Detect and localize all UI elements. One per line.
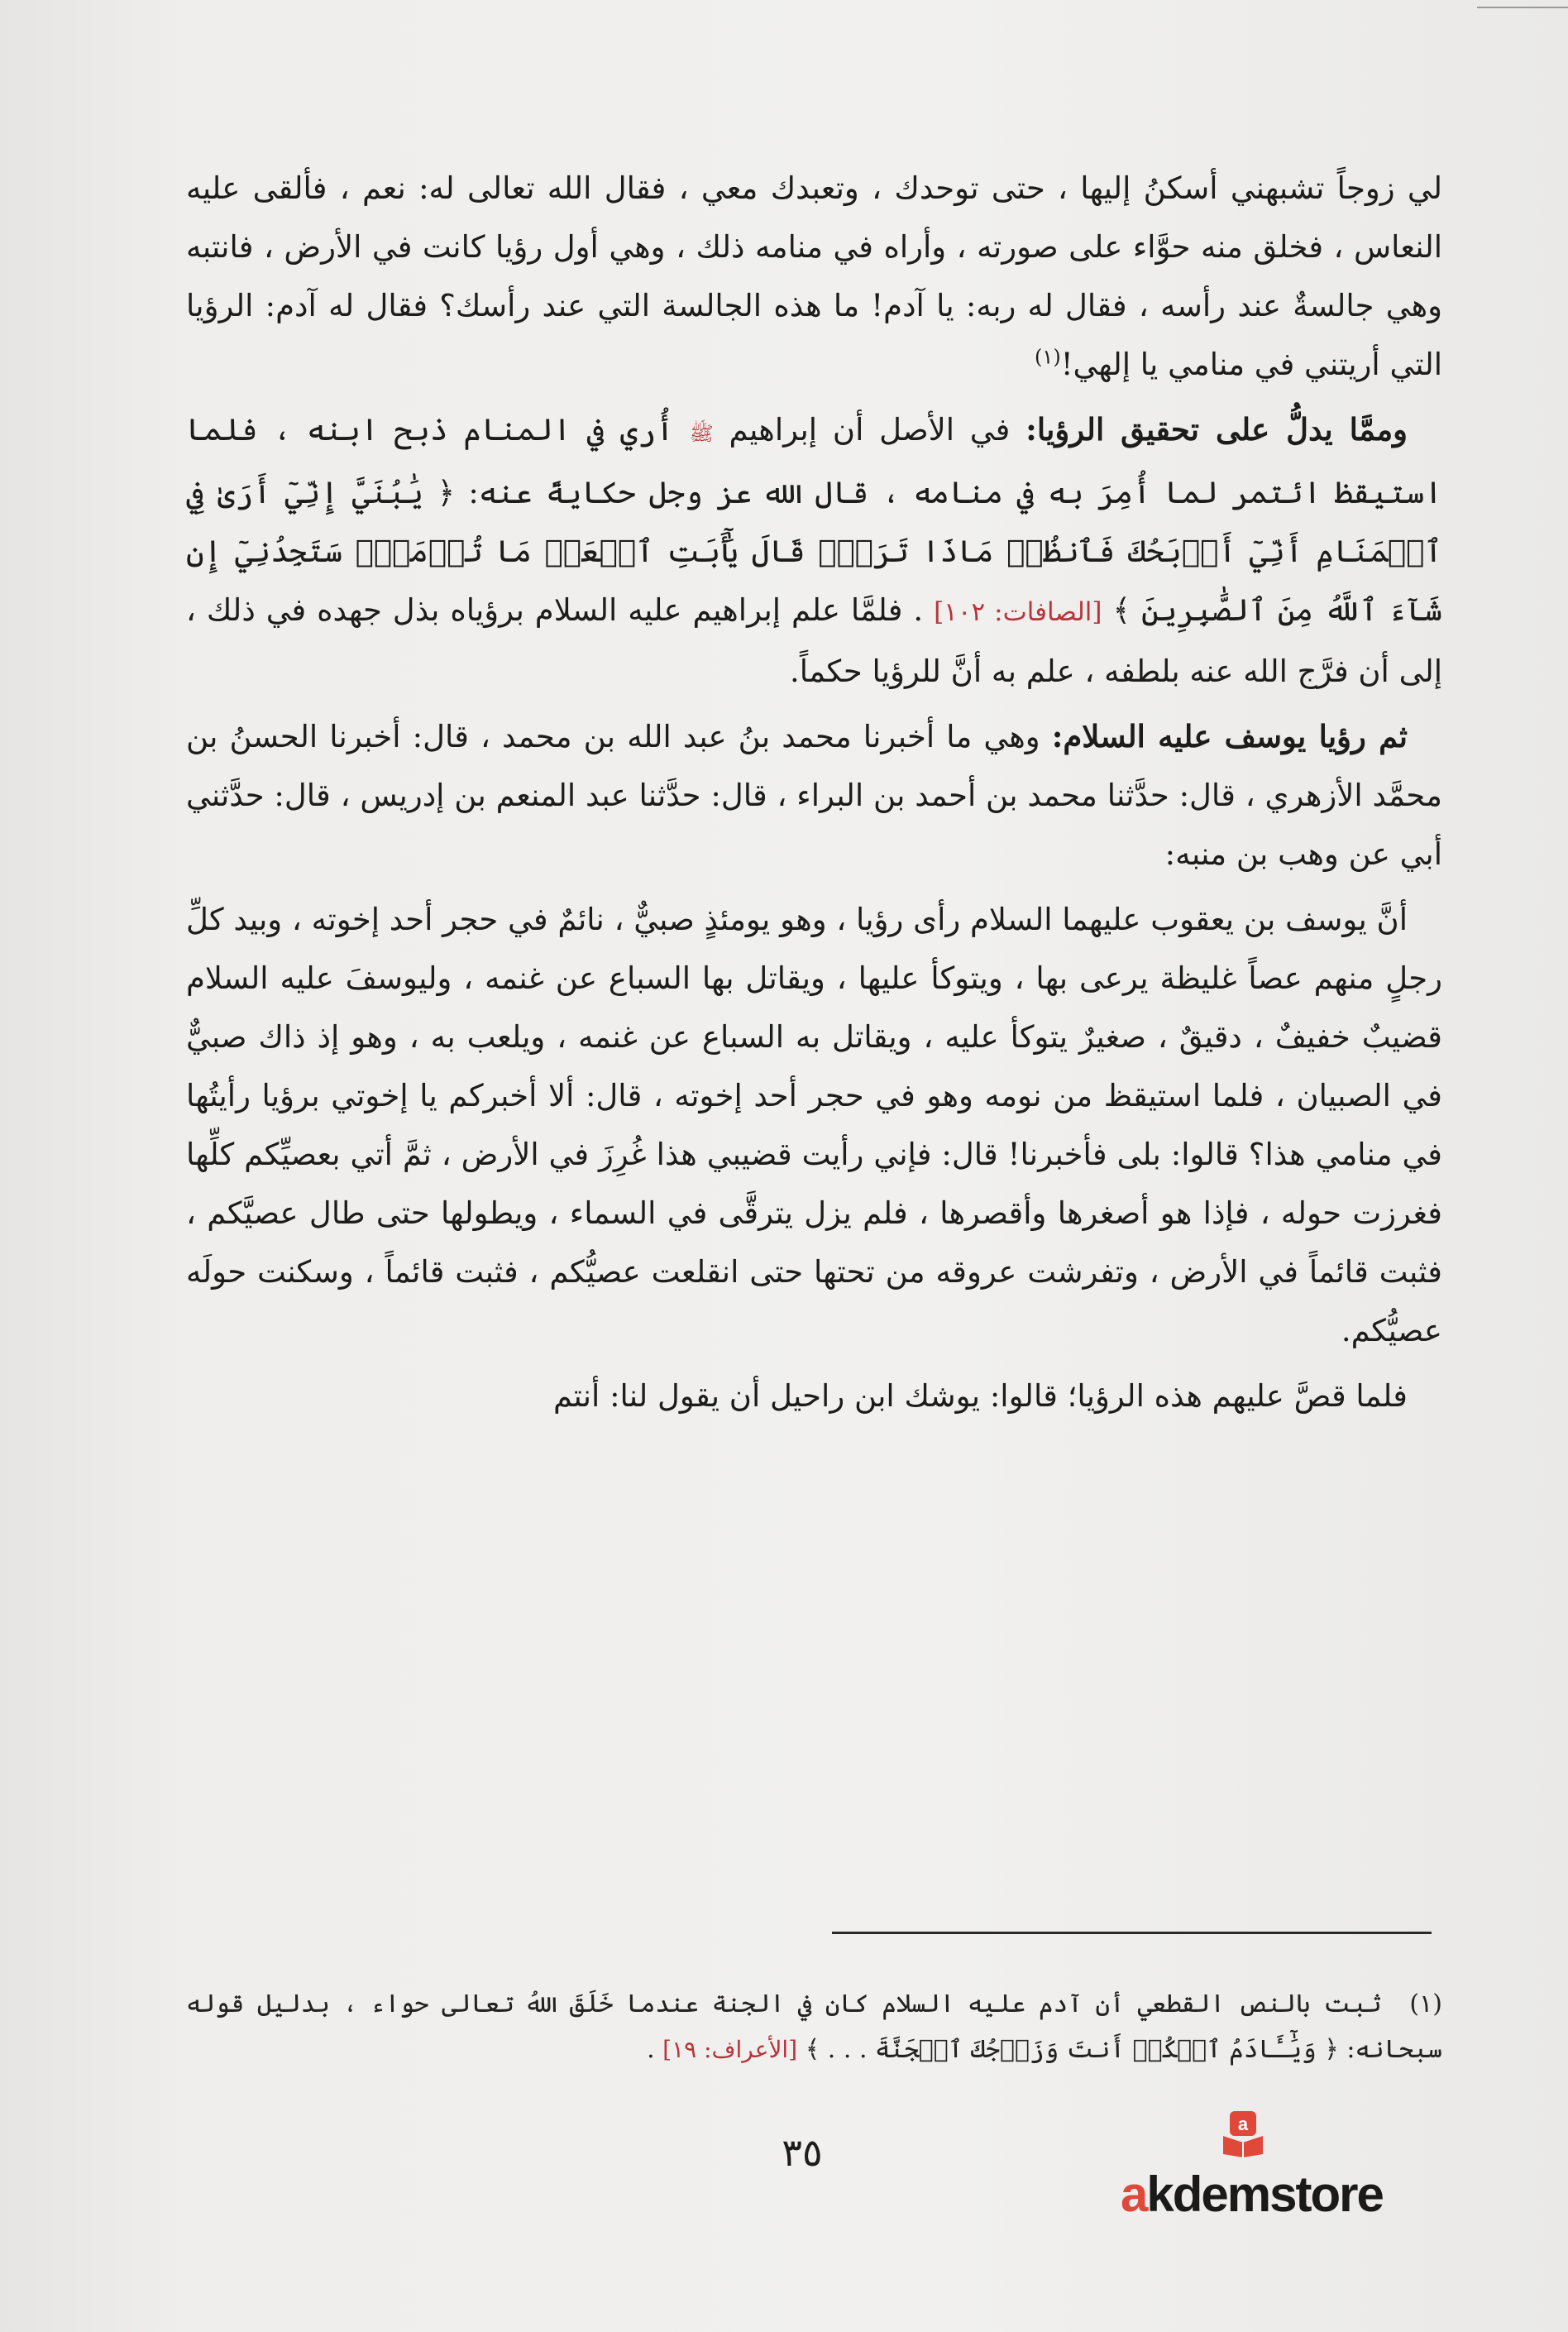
footnote-number: (١) <box>1409 1990 1442 2018</box>
paragraph-text: في الأصل أن إبراهيم <box>729 412 1011 448</box>
main-text <box>186 159 1442 1432</box>
paragraph-text: وهي ما أخبرنا محمد بنُ عبد الله بن محمد ، قال: أخبرنا الحسنُ بن محمَّد الأزهري ، قال: حدَّثنا محمد بن أحمد بن البراء ، قال: حدَّثنا عبد المنعم بن إدريس ، قال: حدَّثني أبي عن وهب بن منبه: <box>186 719 1442 872</box>
footnote-citation: [الأعراف: ١٩] <box>662 2036 798 2063</box>
paragraph-yusuf-intro <box>186 707 1442 883</box>
paragraph-text: فلما قصَّ عليهم هذه الرؤيا؛ قالوا: يوشك ابن راحيل أن يقول لنا: أنتم <box>552 1378 1408 1414</box>
footnote-end: . <box>647 2035 655 2064</box>
page-number: ٣٥ <box>782 2130 823 2175</box>
page-edge-mark <box>1477 0 1568 8</box>
footnote-quran-verse: ﴿ وَيَٰٓـَٔادَمُ ٱسۡكُنۡ أَنتَ وَزَوۡجُكَ ٱلۡجَنَّةَ . . . ﴾ <box>805 2035 1339 2064</box>
book-a-icon <box>1218 2108 1268 2157</box>
paragraph-text: . فلمَّا علم إبراهيم عليه السلام برؤياه بذل جهده في ذلك ، إلى أن فرَّج الله عنه بلطفه ، علم به أنَّ للرؤيا حكماً. <box>186 592 1442 689</box>
store-logo[interactable] <box>1121 2108 1451 2232</box>
paragraph-lead: ثم رؤيا يوسف عليه السلام: <box>1051 718 1408 754</box>
honorific-symbol: ﷺ <box>689 422 714 445</box>
paragraph-text: أُري في المنام ذبح ابنه ، فلما استيقظ ائتمر لما أُمِرَ به في منامه ، قال الله عز وجل حكايةً عنه: <box>186 412 1442 510</box>
paragraph-lead: وممَّا يدلُّ على تحقيق الرؤيا: <box>1025 411 1408 448</box>
paragraph-yusuf-dream <box>186 890 1442 1360</box>
footnote-divider <box>832 1932 1432 1934</box>
paragraph-text: لي زوجاً تشبهني أسكنُ إليها ، حتى توحدك ، وتعبدك معي ، فقال الله تعالى له: نعم ، فألقى عليه النعاس ، فخلق منه حوَّاء على صورته ، وأراه في منامه ذلك ، وهي أول رؤيا كانت في الأرض ، فانتبه وهي جالسةٌ عند رأسه ، فقال له ربه: يا آدم! ما هذه الجالسة التي عند رأسك؟ فقال له آدم: الرؤيا التي أريتني في منامي يا إلهي! <box>186 170 1442 382</box>
logo-accent-letter: a <box>1121 2167 1147 2222</box>
footnote <box>186 1981 1442 2072</box>
logo-wordmark <box>1121 2166 1451 2223</box>
footnote-text: ثبت بالنص القطعي أن آدم عليه السلام كان في الجنة عندما خَلَقَ اللهُ تعالى حواء ، بدليل قوله سبحانه: <box>186 1990 1442 2064</box>
svg-text:a: a <box>1237 2114 1249 2134</box>
paragraph-adam <box>186 159 1442 394</box>
quran-verse: ﴿ يَٰبُنَيَّ إِنِّيٓ أَرَىٰ فِي ٱلۡمَنَامِ أَنِّيٓ أَذۡبَحُكَ فَٱنظُرۡ مَاذَا تَرَىٰۚ قَالَ يَٰٓأَبَتِ ٱفۡعَلۡ مَا تُؤۡمَرُۖ سَتَجِدُنِيٓ إِن شَآءَ ٱللَّهُ مِنَ ٱلصَّٰبِرِينَ ﴾ <box>186 475 1442 628</box>
paragraph-closing <box>186 1367 1442 1425</box>
verse-citation: [الصافات: ١٠٢] <box>934 597 1102 627</box>
paragraph-ibrahim <box>186 400 1442 701</box>
paragraph-text: أنَّ يوسف بن يعقوب عليهما السلام رأى رؤيا ، وهو يومئذٍ صبيٌّ ، نائمٌ في حجر أحد إخوته ، وبيد كلِّ رجلٍ منهم عصاً غليظة يرعى بها ، ويتوكأ عليها ، ويقاتل بها السباع عن غنمه ، وليوسفَ عليه السلام قضيبٌ خفيفٌ ، دقيقٌ ، صغيرٌ يتوكأ عليه ، ويقاتل به السباع عن غنمه ، ويلعب به ، وهو إذ ذاك صبيٌّ في الصبيان ، فلما استيقظ من نومه وهو في حجر أحد إخوته ، قال: ألا أخبركم يا إخوتي برؤيا رأيتُها في منامي هذا؟ قالوا: بلى فأخبرنا! قال: فإني رأيت قضيبي هذا غُرِزَ في الأرض ، ثمَّ أتي بعصيِّكم كلِّها فغرزت حوله ، فإذا هو أصغرها وأقصرها ، فلم يزل يترقَّى في السماء ، ويطولها حتى طال عصيَّكم ، فثبت قائماً في الأرض ، وتفرشت عروقه من تحتها حتى انقلعت عصيُّكم ، فثبت قائماً ، وسكنت حولَه عصيُّكم. <box>186 902 1442 1348</box>
footnote-ref[interactable]: (١) <box>1035 345 1061 369</box>
logo-rest: kdemstore <box>1146 2167 1383 2222</box>
